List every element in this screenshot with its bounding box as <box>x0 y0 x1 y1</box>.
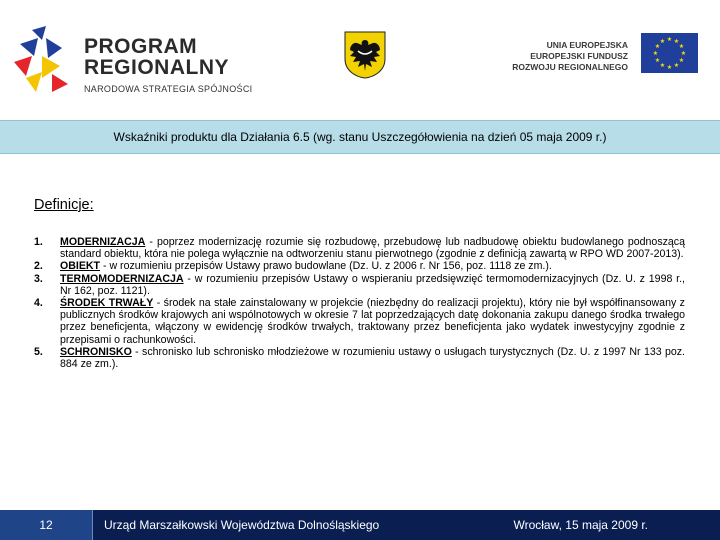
item-number: 4. <box>34 297 43 310</box>
item-text: - schronisko lub schronisko młodzieżowe w rozumieniu ustawy o usługach turystycznych (Dz. U. z 1997 Nr 133 poz. 884 ze zm.). <box>60 345 685 371</box>
list-item <box>34 297 685 346</box>
item-text: - poprzez modernizację rozumie się rozbudowę, przebudowę lub nadbudowę obiektu budowlanego podnoszącą standard obiektu, która nie polega wyłącznie na odtworzeniu stanu pierwotnego (zgodnie z definicją zawartą w RPO WD 2007-2013). <box>60 236 685 261</box>
item-term: TERMOMODERNIZACJA <box>60 272 184 285</box>
list-item <box>34 346 685 370</box>
list-item <box>34 236 685 260</box>
item-term: MODERNIZACJA <box>60 236 146 248</box>
program-regionalny-emblem-icon <box>12 26 72 96</box>
program-title-line2: REGIONALNY <box>84 56 230 79</box>
page-number: 12 <box>0 510 92 540</box>
svg-text:★: ★ <box>678 43 685 50</box>
title-banner: Wskaźniki produktu dla Działania 6.5 (wg. stanu Uszczegółowienia na dzień 05 maja 2009 r.) <box>0 120 720 154</box>
lower-silesia-crest <box>344 31 386 84</box>
svg-text:★: ★ <box>673 62 680 69</box>
svg-text:★: ★ <box>666 36 673 43</box>
item-number: 1. <box>34 236 43 248</box>
svg-text:★: ★ <box>659 38 666 45</box>
definitions-title: Definicje: <box>34 197 94 213</box>
item-text: - w rozumieniu przepisów Ustawy o wspieraniu przedsięwzięć termomodernizacyjnych (Dz. U. z 1998 r., Nr 162, poz. 1121). <box>60 272 685 297</box>
svg-text:★: ★ <box>666 64 673 71</box>
footer-divider <box>92 510 93 540</box>
svg-text:★: ★ <box>680 50 687 57</box>
svg-text:★: ★ <box>678 57 685 64</box>
eagle-crest-icon <box>344 31 386 79</box>
eu-flag-icon <box>641 33 698 73</box>
footer-date: Wrocław, 15 maja 2009 r. <box>513 518 648 532</box>
item-term: ŚRODEK TRWAŁY <box>60 297 154 310</box>
eu-line2: EUROPEJSKI FUNDUSZ <box>530 51 628 61</box>
item-term: SCHRONISKO <box>60 345 132 358</box>
item-text: - w rozumieniu przepisów Ustawy prawo budowlane (Dz. U. z 2006 r. Nr 156, poz. 1118 ze zm.). <box>100 260 552 273</box>
footer-office: Urząd Marszałkowski Województwa Dolnośląskiego <box>104 518 380 532</box>
program-title-line1: PROGRAM <box>84 35 198 58</box>
svg-text:★: ★ <box>652 50 659 57</box>
list-item <box>34 260 685 272</box>
svg-text:★: ★ <box>654 57 661 64</box>
list-item <box>34 273 685 297</box>
item-number: 5. <box>34 345 43 358</box>
definitions-list <box>34 236 685 370</box>
program-regionalny-logo <box>12 24 262 102</box>
item-term: OBIEKT <box>60 260 101 273</box>
eu-line3: ROZWOJU REGIONALNEGO <box>512 62 628 72</box>
footer-bar <box>0 510 720 540</box>
program-subtitle: NARODOWA STRATEGIA SPÓJNOŚCI <box>84 84 253 94</box>
item-number: 3. <box>34 272 43 285</box>
svg-text:★: ★ <box>659 62 666 69</box>
svg-text:★: ★ <box>654 43 661 50</box>
eu-fund-text <box>500 40 628 73</box>
item-number: 2. <box>34 260 43 273</box>
item-text: - środek na stałe zainstalowany w projekcie (niezbędny do realizacji projektu), który nie był współfinansowany z publicznych środków krajowych ani wspólnotowych w okresie 7 lat poprzedzających datę dokonania zakupu danego środka trwałego przez beneficjenta, włączony w ewidencję środków trwałych, traktowany przez beneficjenta jako wydatek inwestycyjny zgodnie z przepisami o rachunkowości. <box>60 297 685 346</box>
eu-line1: UNIA EUROPEJSKA <box>546 40 628 50</box>
svg-text:★: ★ <box>673 38 680 45</box>
